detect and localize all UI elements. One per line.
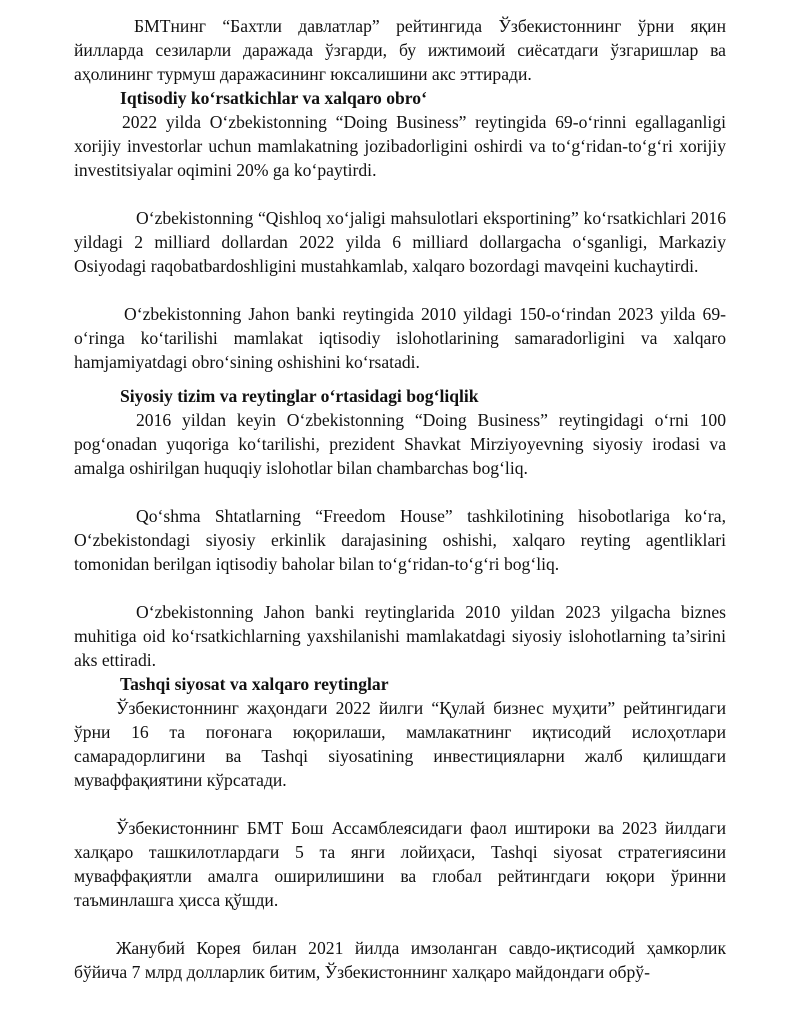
intro-paragraph: БМТнинг “Бахтли давлатлар” рейтингида Ўзбекистоннинг ўрни яқин йилларда сезиларли даражада ўзгарди, бу ижтимоий сиёсатдаги ўзгаришлар ва аҳолининг турмуш даражасининг юксалишини акс эттиради. xyxy=(74,16,726,84)
section-foreign-policy xyxy=(74,672,726,984)
paragraph: O‘zbekistonning Jahon banki reytinglarida 2010 yildan 2023 yilgacha biznes muhitiga oid ko‘rsatkichlarning yaxshilanishi mamlakatdagi siyosiy islohotlarning ta’sirini aks ettiradi. xyxy=(74,602,726,670)
section-economic xyxy=(74,86,726,374)
section-heading: Siyosiy tizim va reytinglar o‘rtasidagi bog‘liqlik xyxy=(120,386,479,406)
section-heading: Tashqi siyosat va xalqaro reytinglar xyxy=(120,674,389,694)
paragraph: Qo‘shma Shtatlarning “Freedom House” tashkilotining hisobotlariga ko‘ra, O‘zbekistondagi siyosiy erkinlik darajasining oshishi, xalqaro reyting agentliklari tomonidan berilgan iqtisodiy baholar bilan to‘g‘ridan-to‘g‘ri bog‘liq. xyxy=(74,506,726,574)
section-heading: Iqtisodiy ko‘rsatkichlar va xalqaro obro‘ xyxy=(120,88,427,108)
paragraph: Жанубий Корея билан 2021 йилда имзоланган савдо-иқтисодий ҳамкорлик бўйича 7 млрд долларлик битим, Ўзбекистоннинг халқаро майдондаги обрў- xyxy=(74,938,726,982)
paragraph: O‘zbekistonning Jahon banki reytingida 2010 yildagi 150-o‘rindan 2023 yilda 69-o‘ringa ko‘tarilishi mamlakat iqtisodiy islohotlarining samaradorligini va xalqaro hamjamiyatdagi obro‘sining oshishini ko‘rsatadi. xyxy=(74,304,726,372)
paragraph: O‘zbekistonning “Qishloq xo‘jaligi mahsulotlari eksportining” ko‘rsatkichlari 2016 yildagi 2 milliard dollardan 2022 yilda 6 milliard dollargacha o‘sganligi, Markaziy Osiyodagi raqobatbardoshligini mustahkamlab, xalqaro bozordagi mavqeini kuchaytirdi. xyxy=(74,208,726,276)
paragraph: Ўзбекистоннинг БМТ Бош Ассамблеясидаги фаол иштироки ва 2023 йилдаги халқаро ташкилотлардаги 5 та янги лойиҳаси, Tashqi siyosat стратегиясини муваффақиятли амалга оширилишини ва глобал рейтингдаги юқори ўринни таъминлашга ҳисса қўшди. xyxy=(74,818,726,910)
section-political xyxy=(74,384,726,672)
paragraph: Ўзбекистоннинг жаҳондаги 2022 йилги “Қулай бизнес муҳити” рейтингидаги ўрни 16 та поғонага юқорилаши, мамлакатнинг иқтисодий ислоҳотлари самарадорлигини ва Tashqi siyosatining инвестицияларни жалб қилишдаги муваффақиятини кўрсатади. xyxy=(74,698,726,790)
paragraph: 2016 yildan keyin O‘zbekistonning “Doing Business” reytingidagi o‘rni 100 pog‘onadan yuqoriga ko‘tarilishi, prezident Shavkat Mirziyoyevning siyosiy irodasi va amalga oshirilgan huquqiy islohotlar bilan chambarchas bog‘liq. xyxy=(74,410,726,478)
paragraph: 2022 yilda O‘zbekistonning “Doing Business” reytingida 69-o‘rinni egallaganligi xorijiy investorlar uchun mamlakatning jozibadorligini oshirdi va to‘g‘ridan-to‘g‘ri xorijiy investitsiyalar oqimini 20% ga ko‘paytirdi. xyxy=(74,112,726,180)
